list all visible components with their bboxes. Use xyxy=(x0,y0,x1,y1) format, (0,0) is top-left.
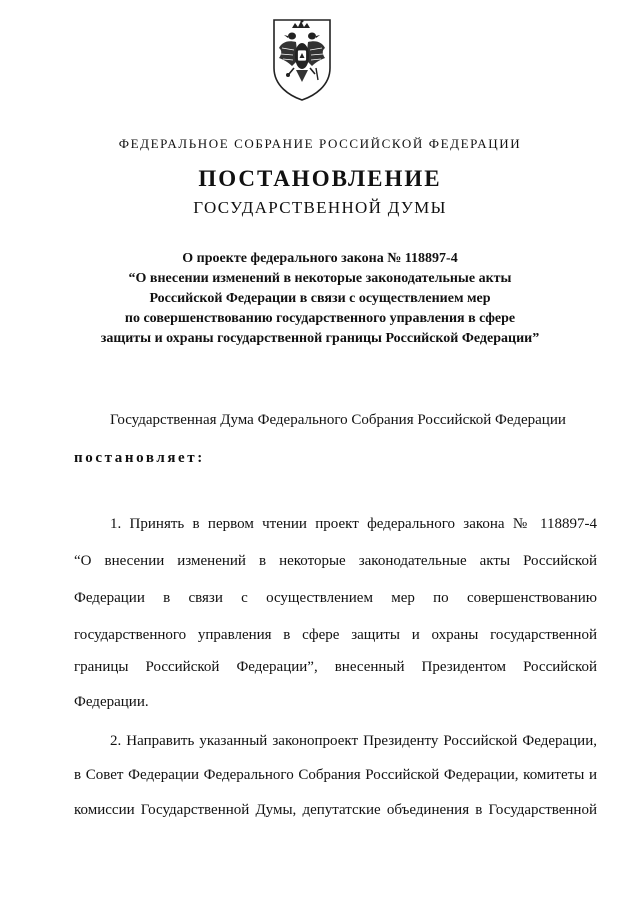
paragraph-2-line: комиссии Государственной Думы, депутатские объединения в Государственной xyxy=(74,802,597,818)
paragraph-1-line: Федерации. xyxy=(74,694,149,710)
preamble-line: Государственная Дума Федерального Собрания Российской Федерации xyxy=(110,412,566,428)
decree-word: постановляет: xyxy=(74,450,205,466)
subject-line: по совершенствованию государственного управления в сфере xyxy=(124,311,516,326)
subject-line: защиты и охраны государственной границы Российской Федерации” xyxy=(100,331,540,346)
organization-name: ФЕДЕРАЛЬНОЕ СОБРАНИЕ РОССИЙСКОЙ ФЕДЕРАЦИИ xyxy=(118,136,522,151)
subject-line: Российской Федерации в связи с осуществлением мер xyxy=(149,291,491,306)
paragraph-1-line: 1. Принять в первом чтении проект федерального закона № 118897-4 xyxy=(110,516,597,532)
paragraph-1-line: “О внесении изменений в некоторые законодательные акты Российской xyxy=(74,553,597,569)
paragraph-2-line: 2. Направить указанный законопроект Президенту Российской Федерации, xyxy=(110,733,597,749)
document-subject xyxy=(0,249,640,349)
paragraph-1-line: государственного управления в сфере защиты и охраны государственной xyxy=(74,627,597,643)
paragraph-2-line: в Совет Федерации Федерального Собрания Российской Федерации, комитеты и xyxy=(74,767,597,783)
document-type: ПОСТАНОВЛЕНИЕ xyxy=(198,166,442,191)
double-headed-eagle-icon xyxy=(270,16,334,102)
issuing-body: ГОСУДАРСТВЕННОЙ ДУМЫ xyxy=(193,198,447,217)
paragraph-1-line: Федерации в связи с осуществлением мер по совершенствованию xyxy=(74,590,597,606)
subject-line: О проекте федерального закона № 118897-4 xyxy=(182,251,458,266)
paragraph-1-line: границы Российской Федерации”, внесенный Президентом Российской xyxy=(74,659,597,675)
subject-line: “О внесении изменений в некоторые законодательные акты xyxy=(128,271,512,286)
